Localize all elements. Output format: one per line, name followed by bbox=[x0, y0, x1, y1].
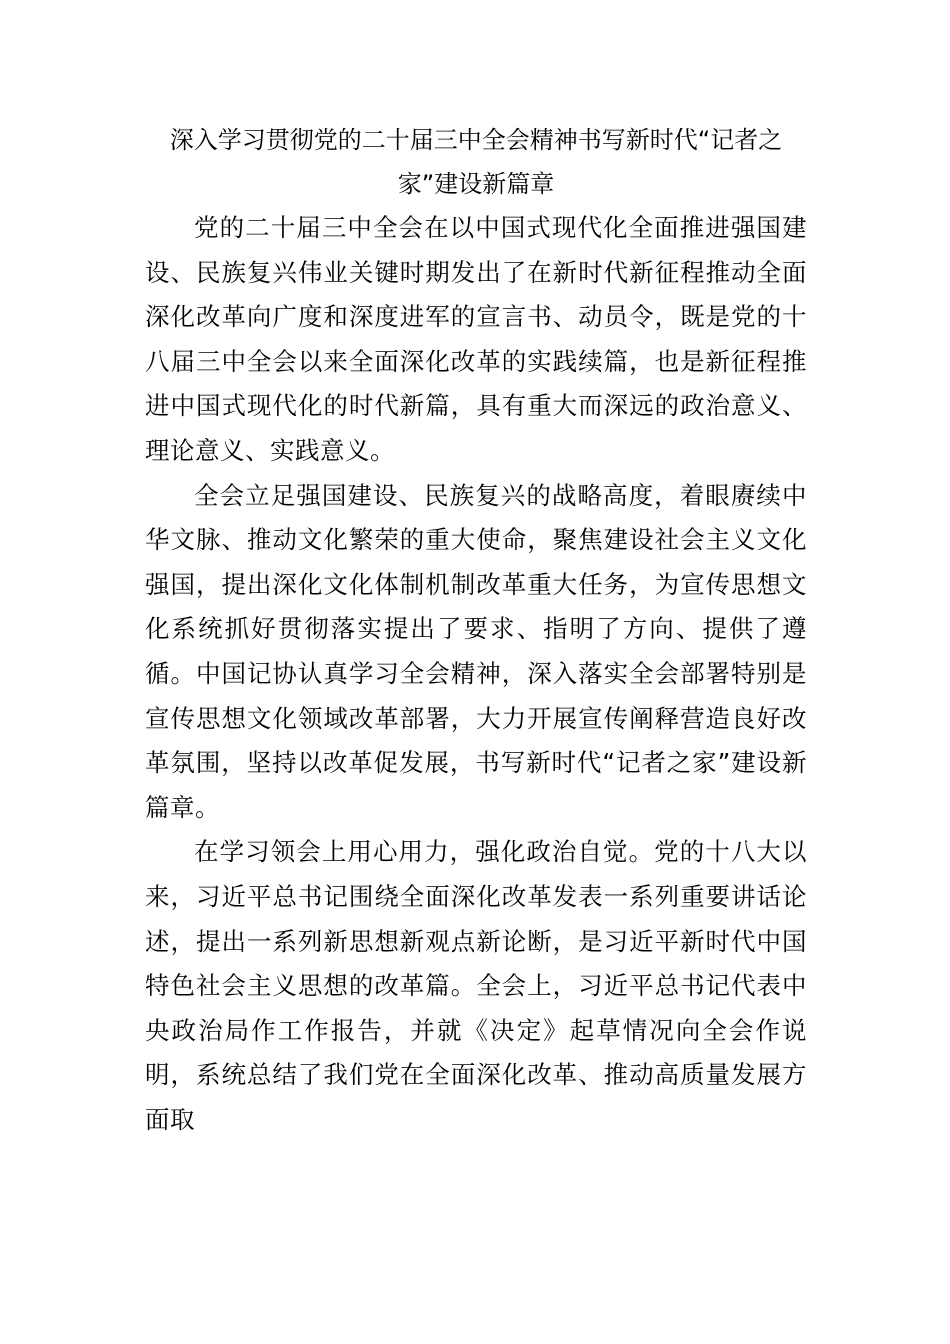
document-page bbox=[145, 118, 807, 1142]
paragraph-2: 全会立足强国建设、民族复兴的战略高度，着眼赓续中华文脉、推动文化繁荣的重大使命，聚焦建设社会主义文化强国，提出深化文化体制机制改革重大任务，为宣传思想文化系统抓好贯彻落实提出了要求、指明了方向、提供了遵循。中国记协认真学习全会精神，深入落实全会部署特别是宣传思想文化领域改革部署，大力开展宣传阐释营造良好改革氛围，坚持以改革促发展，书写新时代“记者之家”建设新篇章。 bbox=[145, 480, 807, 822]
paragraph-1: 党的二十届三中全会在以中国式现代化全面推进强国建设、民族复兴伟业关键时期发出了在新时代新征程推动全面深化改革向广度和深度进军的宣言书、动员令，既是党的十八届三中全会以来全面深化改革的实践续篇，也是新征程推进中国式现代化的时代新篇，具有重大而深远的政治意义、理论意义、实践意义。 bbox=[145, 213, 807, 465]
paragraph-3: 在学习领会上用心用力，强化政治自觉。党的十八大以来，习近平总书记围绕全面深化改革发表一系列重要讲话论述，提出一系列新思想新观点新论断，是习近平新时代中国特色社会主义思想的改革篇。全会上，习近平总书记代表中央政治局作工作报告，并就《决定》起草情况向全会作说明，系统总结了我们党在全面深化改革、推动高质量发展方面取 bbox=[145, 837, 807, 1134]
document-title: 深入学习贯彻党的二十届三中全会精神书写新时代“记者之家”建设新篇章 bbox=[169, 126, 783, 198]
